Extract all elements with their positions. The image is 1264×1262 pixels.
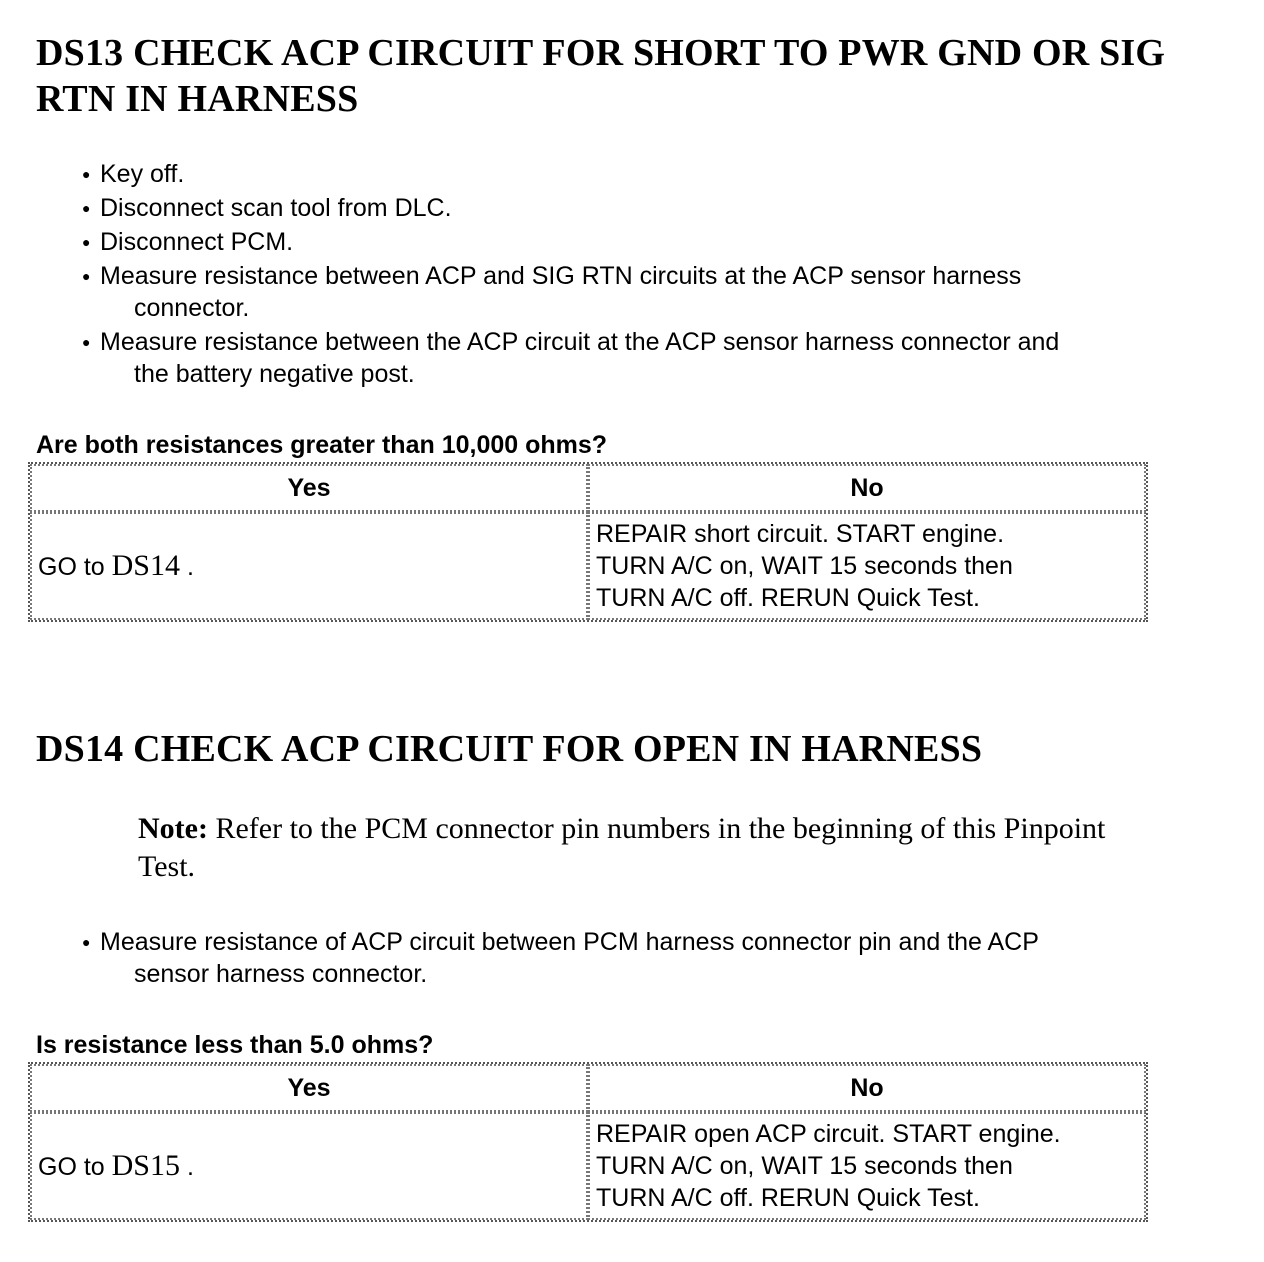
bullet-icon: ●	[82, 934, 91, 950]
ds14-section	[36, 726, 1236, 772]
ds14-steps-list	[82, 926, 1192, 992]
note-label: Note:	[138, 812, 208, 845]
ds14-title	[36, 726, 1236, 772]
list-item	[82, 260, 1192, 324]
step-text: Disconnect PCM.	[100, 228, 294, 256]
no-line: REPAIR open ACP circuit. START engine.	[596, 1120, 1061, 1148]
table-row	[30, 512, 1146, 620]
ds13-result-table	[28, 462, 1148, 622]
step-text-continued: the battery negative post.	[134, 360, 415, 388]
no-cell	[588, 1112, 1146, 1220]
no-line: REPAIR short circuit. START engine.	[596, 520, 1005, 548]
ds13-title-text: DS13 CHECK ACP CIRCUIT FOR SHORT TO PWR GND OR SIG RTN IN HARNESS	[36, 32, 1166, 120]
list-item	[82, 158, 1192, 190]
no-line: TURN A/C off. RERUN Quick Test.	[596, 1184, 980, 1212]
bullet-icon: ●	[82, 334, 91, 350]
column-header-no: No	[588, 1064, 1146, 1112]
no-line: TURN A/C on, WAIT 15 seconds then	[596, 1152, 1013, 1180]
goto-ds15-link[interactable]: DS15	[111, 1148, 180, 1182]
step-text: Measure resistance of ACP circuit between PCM harness connector pin and the ACP	[100, 928, 1039, 956]
bullet-icon: ●	[82, 268, 91, 284]
table-header-row	[30, 464, 1146, 512]
goto-suffix: .	[186, 552, 194, 581]
step-text-continued: connector.	[134, 294, 250, 322]
list-item	[82, 192, 1192, 224]
ds13-title	[36, 30, 1236, 122]
column-header-yes: Yes	[30, 1064, 588, 1112]
bullet-icon: ●	[82, 234, 91, 250]
ds14-question: Is resistance less than 5.0 ohms?	[36, 1031, 434, 1059]
no-line: TURN A/C off. RERUN Quick Test.	[596, 584, 980, 612]
goto-ds14-link[interactable]: DS14	[111, 548, 180, 582]
ds14-title-text: DS14 CHECK ACP CIRCUIT FOR OPEN IN HARNESS	[36, 728, 983, 770]
bullet-icon: ●	[82, 200, 91, 216]
ds13-question: Are both resistances greater than 10,000 ohms?	[36, 431, 608, 459]
list-item	[82, 226, 1192, 258]
goto-suffix: .	[186, 1152, 194, 1181]
step-text: Measure resistance between ACP and SIG RTN circuits at the ACP sensor harness	[100, 262, 1022, 290]
no-cell	[588, 512, 1146, 620]
bullet-icon: ●	[82, 166, 91, 182]
table-header-row	[30, 1064, 1146, 1112]
yes-cell	[30, 512, 588, 620]
goto-prefix: GO to	[38, 1152, 105, 1181]
yes-cell	[30, 1112, 588, 1220]
ds14-result-table	[28, 1062, 1148, 1222]
step-text: Disconnect scan tool from DLC.	[100, 194, 452, 222]
note-text: Refer to the PCM connector pin numbers in the beginning of this Pinpoint	[215, 812, 1106, 845]
list-item	[82, 326, 1192, 390]
column-header-yes: Yes	[30, 464, 588, 512]
table-row	[30, 1112, 1146, 1220]
list-item	[82, 926, 1192, 990]
column-header-no: No	[588, 464, 1146, 512]
note-text-continued: Test.	[138, 850, 196, 883]
ds13-steps-list	[82, 158, 1192, 392]
ds14-note	[138, 810, 1228, 886]
step-text: Key off.	[100, 160, 185, 188]
step-text-continued: sensor harness connector.	[134, 960, 428, 988]
ds13-section	[36, 30, 1236, 122]
goto-prefix: GO to	[38, 552, 105, 581]
no-line: TURN A/C on, WAIT 15 seconds then	[596, 552, 1013, 580]
step-text: Measure resistance between the ACP circuit at the ACP sensor harness connector and	[100, 328, 1060, 356]
